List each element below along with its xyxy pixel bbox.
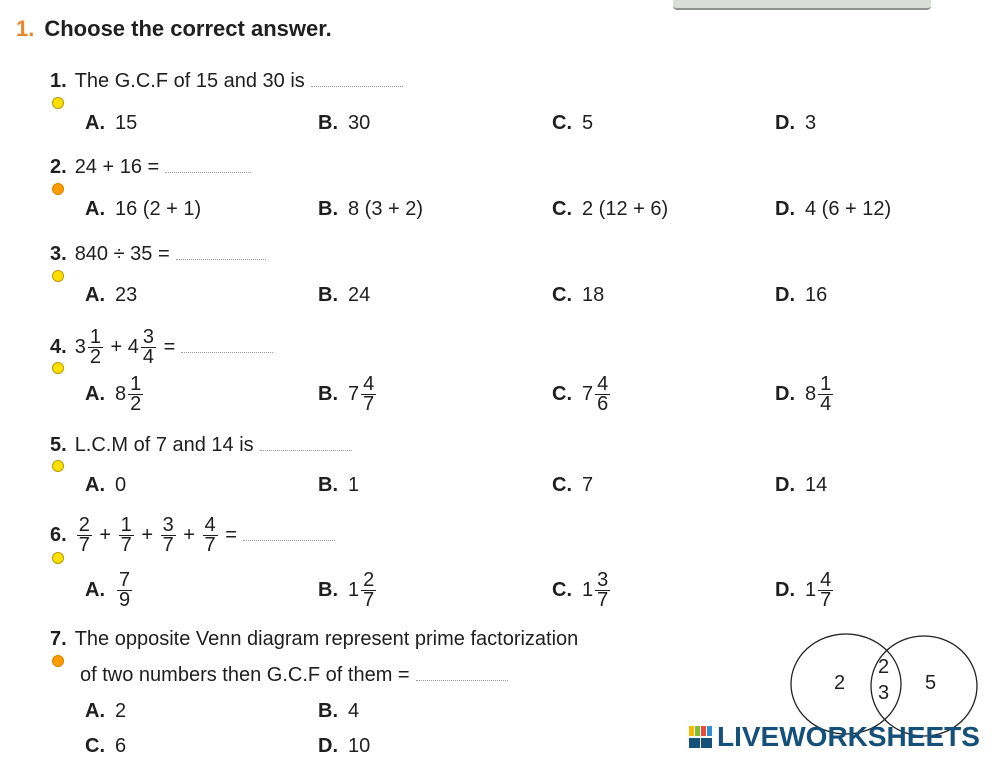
question-number: 1. <box>50 70 67 92</box>
question-6: 6. $\frac{2}{7}$ + $\frac{1}{7}$ + $\frac{3}{7}$ + $\frac{4}{7}$ = <box>50 516 335 555</box>
option-7d[interactable]: D. 10 <box>318 735 371 757</box>
logo-text: LIVEWORKSHEETS <box>717 721 980 752</box>
question-7 <box>50 628 578 651</box>
option-3d[interactable]: D. 16 <box>775 284 828 306</box>
question-7-line2 <box>80 664 508 687</box>
section-heading <box>16 16 332 42</box>
option-5c[interactable]: C. 7 <box>552 474 594 496</box>
option-3a[interactable]: A. 23 <box>85 284 138 306</box>
page-top-decoration <box>673 0 931 10</box>
answer-dot-6[interactable] <box>52 552 64 564</box>
answer-blank[interactable] <box>176 258 266 260</box>
answer-blank[interactable] <box>181 351 273 353</box>
option-1a[interactable]: A. 15 <box>85 112 138 134</box>
section-number: 1. <box>16 16 35 41</box>
question-5 <box>50 434 352 457</box>
option-2a[interactable]: A. 16 (2 + 1) <box>85 198 202 220</box>
option-5d[interactable]: D. 14 <box>775 474 828 496</box>
question-number: 4. <box>50 335 67 358</box>
question-number: 6. <box>50 523 67 546</box>
option-6c[interactable]: C. 1 $\frac{3}{7}$ <box>552 569 609 611</box>
option-4a[interactable]: A. 8 $\frac{1}{2}$ <box>85 373 142 415</box>
option-7c[interactable]: C. 6 <box>85 735 127 757</box>
question-number: 3. <box>50 243 67 265</box>
question-text: L.C.M of 7 and 14 is <box>74 434 254 456</box>
section-title: Choose the correct answer. <box>44 16 332 41</box>
option-1c[interactable]: C. 5 <box>552 112 594 134</box>
question-number: 2. <box>50 156 67 178</box>
question-text: 24 + 16 = <box>74 156 160 178</box>
liveworksheets-mark-icon <box>689 726 713 748</box>
answer-dot-3[interactable] <box>52 270 64 282</box>
answer-blank[interactable] <box>165 171 251 173</box>
question-text-line1: The opposite Venn diagram represent prime factorization <box>74 628 579 650</box>
answer-dot-1[interactable] <box>52 97 64 109</box>
option-2b[interactable]: B. 8 (3 + 2) <box>318 198 424 220</box>
option-6b[interactable]: B. 1 $\frac{2}{7}$ <box>318 569 375 611</box>
option-2c[interactable]: C. 2 (12 + 6) <box>552 198 669 220</box>
option-3c[interactable]: C. 18 <box>552 284 605 306</box>
question-number: 5. <box>50 434 67 456</box>
option-1d[interactable]: D. 3 <box>775 112 817 134</box>
liveworksheets-logo <box>689 721 980 753</box>
question-3 <box>50 243 266 266</box>
option-7a[interactable]: A. 2 <box>85 700 127 722</box>
answer-blank[interactable] <box>243 539 335 541</box>
question-text-line2: of two numbers then G.C.F of them = <box>80 664 410 686</box>
option-6a[interactable]: A. $\frac{7}{9}$ <box>85 569 131 611</box>
option-5a[interactable]: A. 0 <box>85 474 127 496</box>
option-6d[interactable]: D. 1 $\frac{4}{7}$ <box>775 569 832 611</box>
question-1 <box>50 70 403 93</box>
answer-dot-2[interactable] <box>52 183 64 195</box>
question-text: The G.C.F of 15 and 30 is <box>74 70 305 92</box>
venn-common-bottom: 3 <box>878 682 890 704</box>
answer-blank[interactable] <box>311 85 403 87</box>
question-2 <box>50 156 251 179</box>
venn-right-value: 5 <box>925 672 937 694</box>
question-text: 840 ÷ 35 = <box>74 243 170 265</box>
answer-dot-5[interactable] <box>52 460 64 472</box>
option-2d[interactable]: D. 4 (6 + 12) <box>775 198 892 220</box>
option-1b[interactable]: B. 30 <box>318 112 371 134</box>
option-4d[interactable]: D. 8 $\frac{1}{4}$ <box>775 373 832 415</box>
fraction: $\frac{1}{2}$ <box>89 326 101 368</box>
option-3b[interactable]: B. 24 <box>318 284 371 306</box>
answer-dot-4[interactable] <box>52 362 64 374</box>
option-5b[interactable]: B. 1 <box>318 474 360 496</box>
question-number: 7. <box>50 628 67 650</box>
venn-common-top: 2 <box>878 656 890 678</box>
answer-blank[interactable] <box>416 679 508 681</box>
option-7b[interactable]: B. 4 <box>318 700 360 722</box>
answer-blank[interactable] <box>260 449 352 451</box>
option-4b[interactable]: B. 7 $\frac{4}{7}$ <box>318 373 375 415</box>
question-4: 4. 3 $\frac{1}{2}$ + 4 $\frac{3}{4}$ = <box>50 328 273 367</box>
option-4c[interactable]: C. 7 $\frac{4}{6}$ <box>552 373 609 415</box>
answer-dot-7[interactable] <box>52 655 64 667</box>
venn-left-value: 2 <box>834 672 846 694</box>
fraction: $\frac{3}{4}$ <box>142 326 154 368</box>
